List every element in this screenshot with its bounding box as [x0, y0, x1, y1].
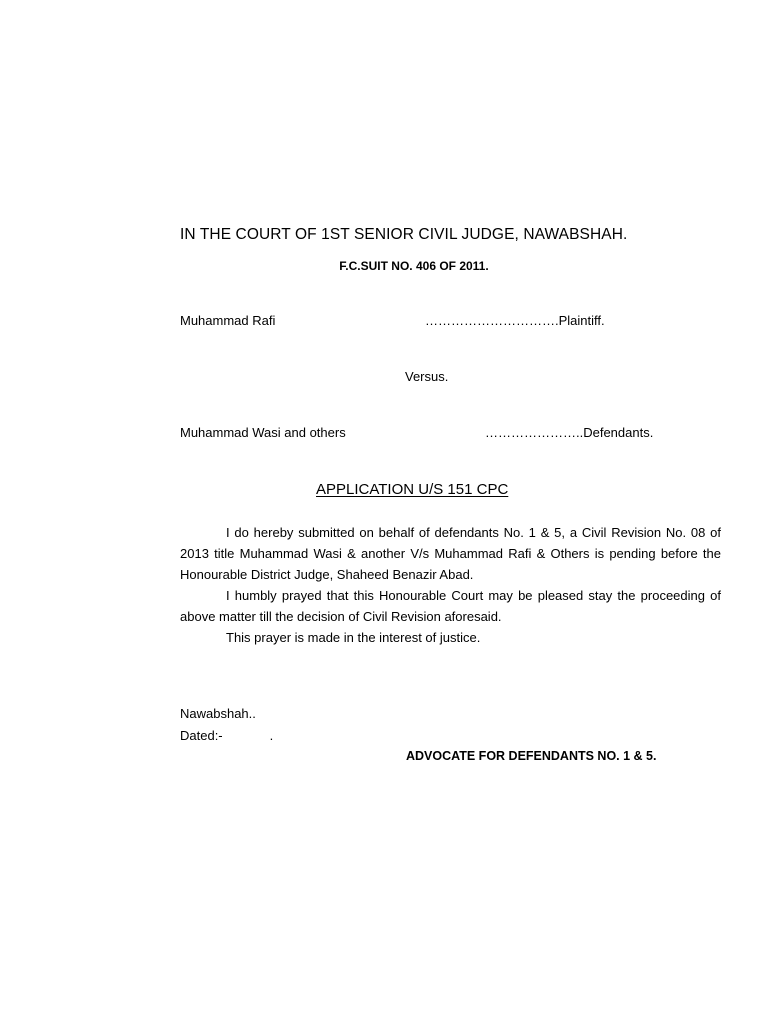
suit-number: F.C.SUIT NO. 406 OF 2011. [339, 259, 489, 273]
advocate-signature: ADVOCATE FOR DEFENDANTS NO. 1 & 5. [406, 749, 657, 763]
plaintiff-role: ………………………….Plaintiff. [425, 313, 605, 328]
court-title: IN THE COURT OF 1ST SENIOR CIVIL JUDGE, NAWABSHAH. [180, 226, 628, 243]
plaintiff-name: Muhammad Rafi [180, 313, 276, 328]
versus-label: Versus. [405, 369, 449, 384]
defendant-role: …………………..Defendants. [485, 425, 654, 440]
dated-line: Dated:- . [180, 728, 274, 743]
defendant-name: Muhammad Wasi and others [180, 425, 346, 440]
paragraph-submission: I do hereby submitted on behalf of defendants No. 1 & 5, a Civil Revision No. 08 of 2013 title Muhammad Wasi & another V/s Muhammad Rafi & Others is pending before the Honourable District Judge, Shaheed Benazir Abad. [180, 525, 721, 582]
paragraph-prayer: I humbly prayed that this Honourable Court may be pleased stay the proceeding of above matter till the decision of Civil Revision aforesaid. [180, 588, 721, 624]
paragraph-justice: This prayer is made in the interest of justice. [226, 630, 481, 645]
application-title: APPLICATION U/S 151 CPC [316, 481, 509, 498]
application-body [180, 522, 721, 648]
place-line: Nawabshah.. [180, 706, 256, 721]
